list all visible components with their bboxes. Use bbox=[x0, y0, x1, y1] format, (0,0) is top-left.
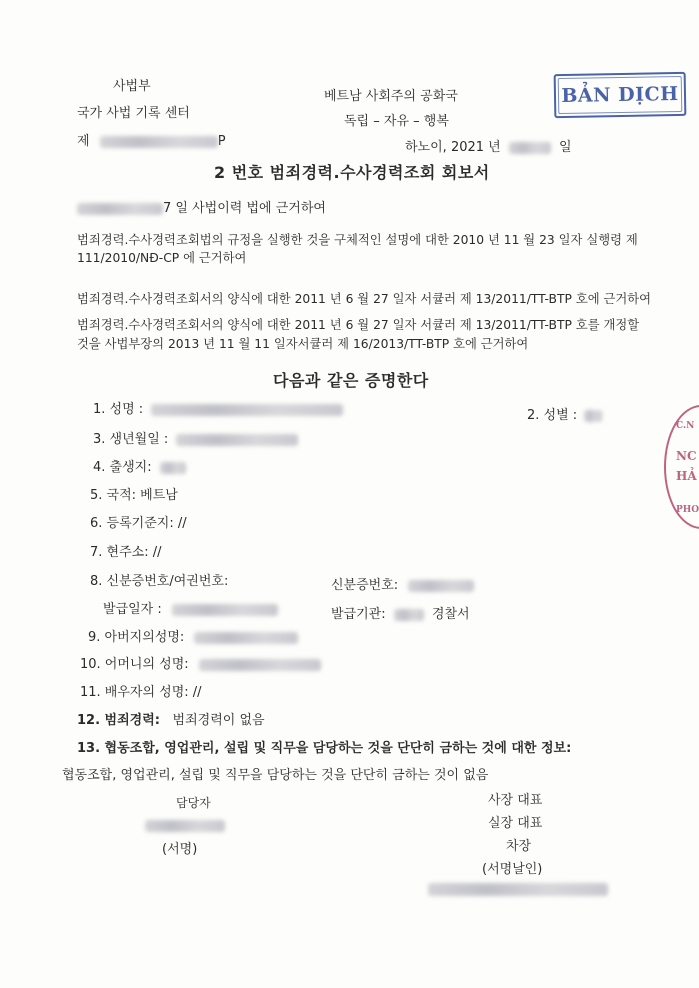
agency-name: 사법부 bbox=[113, 79, 151, 94]
document-number: 제 P bbox=[77, 134, 226, 149]
director-title-1: 사장 대표 bbox=[488, 793, 543, 808]
redacted-number bbox=[100, 136, 218, 148]
country-motto: 독립 – 자유 – 행복 bbox=[344, 114, 449, 129]
basis-line-2a: 범죄경력.수사경력조회법의 규정을 실행한 것을 구체적인 설명에 대한 2010 년 11 월 23 일자 실행령 제 bbox=[77, 233, 638, 247]
redacted-name bbox=[151, 404, 343, 416]
field-spouse: 11. 배우자의 성명: // bbox=[80, 685, 202, 700]
field-id-label: 8. 신분증번호/여권번호: bbox=[90, 574, 229, 589]
translation-stamp: BẢN DỊCH bbox=[554, 72, 687, 118]
redacted-id-number bbox=[408, 580, 474, 592]
basis-line-2b: 111/2010/NĐ-CP 에 근거하여 bbox=[77, 251, 247, 265]
field-father: 9. 아버지의성명: bbox=[88, 626, 298, 645]
redacted-mother bbox=[199, 659, 321, 671]
director-signature: (서명날인) bbox=[482, 862, 543, 877]
field-issuer: 발급기관: 경찰서 bbox=[331, 607, 470, 622]
field-birth-date: 3. 생년월일 : bbox=[93, 428, 298, 447]
field-registry: 6. 등록기준지: // bbox=[90, 516, 187, 531]
director-name bbox=[428, 882, 608, 897]
field-issue-date: 발급일자 : bbox=[103, 598, 278, 617]
redacted-issuer bbox=[394, 609, 424, 621]
certification-heading: 다음과 같은 증명한다 bbox=[273, 371, 429, 390]
redacted-gender bbox=[584, 410, 602, 422]
field-ban-value: 협동조합, 영업관리, 설립 및 직무을 담당하는 것을 단단히 금하는 것이 없음 bbox=[62, 768, 489, 783]
redacted-law-date bbox=[77, 203, 163, 215]
officer-name bbox=[145, 818, 225, 833]
director-title-3: 차장 bbox=[506, 839, 532, 854]
document-title: 2 번호 범죄경력.수사경력조회 회보서 bbox=[214, 163, 490, 182]
field-nationality: 5. 국적: 베트남 bbox=[90, 488, 178, 503]
field-criminal-record: 12. 범죄경력: 범죄경력이 없음 bbox=[77, 713, 265, 728]
redacted-officer-name bbox=[145, 820, 225, 832]
redacted-date bbox=[509, 142, 551, 154]
basis-line-4b: 것을 사법부장의 2013 년 11 월 11 일자서큘러 제 16/2013/TT-BTP 호에 근거하여 bbox=[77, 337, 529, 351]
basis-line-4a: 범죄경력.수사경력조회서의 양식에 대한 2011 년 6 월 27 일자 서큘러 제 13/2011/TT-BTP 호를 개정할 bbox=[77, 318, 640, 332]
seal-stamp: C.N NC HẢ PHO bbox=[664, 405, 699, 529]
redacted-birth-date bbox=[176, 434, 298, 446]
basis-line-1: 7 일 사법이력 법에 근거하여 bbox=[77, 197, 326, 216]
center-name: 국가 사법 기록 센터 bbox=[77, 106, 190, 121]
redacted-director-name bbox=[428, 883, 608, 896]
field-gender: 2. 성별 : bbox=[527, 404, 602, 423]
field-birthplace: 4. 출생지: bbox=[93, 456, 186, 475]
redacted-issue-date bbox=[172, 604, 278, 616]
officer-signature: (서명) bbox=[162, 842, 198, 857]
redacted-father bbox=[194, 632, 298, 644]
field-address: 7. 현주소: // bbox=[90, 545, 162, 560]
director-title-2: 실장 대표 bbox=[488, 816, 543, 831]
country-name: 베트남 사회주의 공화국 bbox=[324, 89, 458, 104]
field-id-number: 신분증번호: bbox=[331, 574, 474, 593]
basis-line-3: 범죄경력.수사경력조회서의 양식에 대한 2011 년 6 월 27 일자 서큘러 제 13/2011/TT-BTP 호에 근거하여 bbox=[77, 292, 651, 306]
field-name: 1. 성명 : bbox=[93, 398, 343, 417]
officer-title: 담당자 bbox=[176, 796, 211, 810]
field-ban-info: 13. 협동조합, 영업관리, 설립 및 직무을 담당하는 것을 단단히 금하는 것에 대한 정보: bbox=[77, 741, 572, 756]
field-mother: 10. 어머니의 성명: bbox=[80, 653, 321, 672]
issue-date: 하노이, 2021 년 일 bbox=[405, 140, 572, 155]
redacted-birthplace bbox=[160, 462, 186, 474]
